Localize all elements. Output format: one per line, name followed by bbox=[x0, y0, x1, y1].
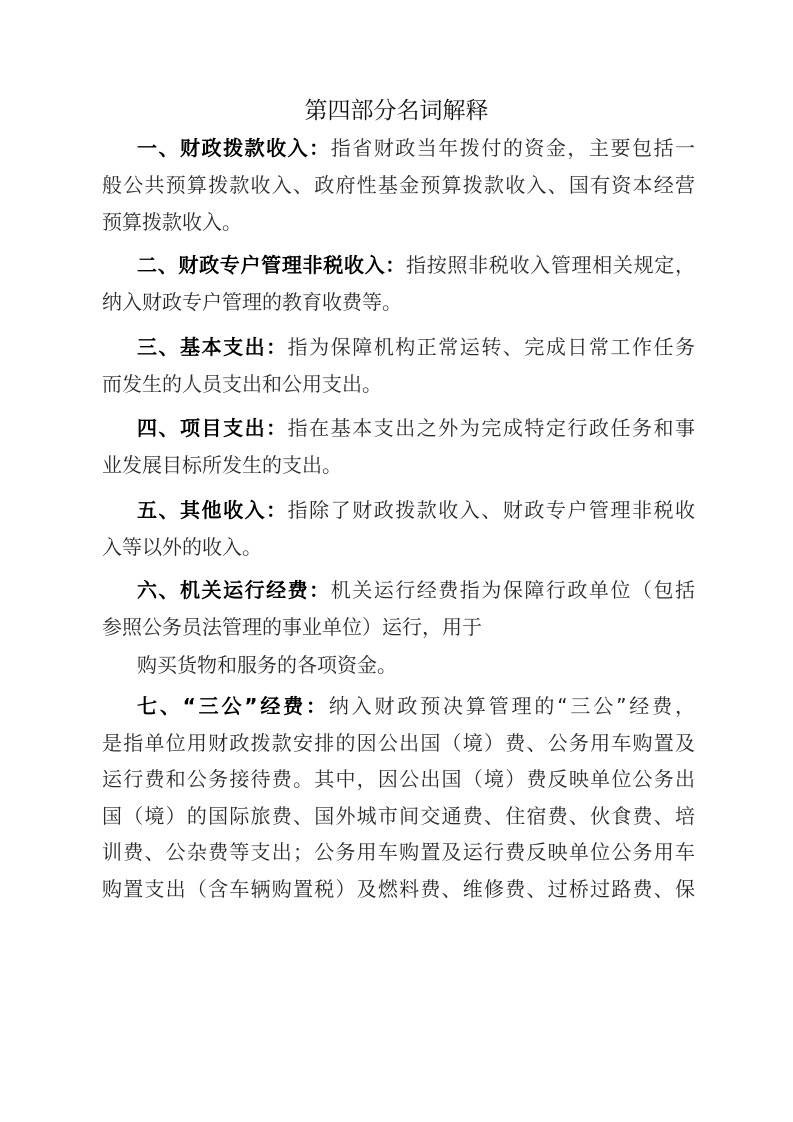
section-7-heading: 七、“三公”经费： bbox=[137, 694, 329, 718]
section-2-heading: 二、财政专户管理非税收入： bbox=[137, 253, 406, 277]
section-3-heading: 三、基本支出： bbox=[137, 335, 288, 359]
section-7-text: 纳入财政预决算管理的“三公”经费， bbox=[328, 694, 695, 718]
section-4-heading: 四、项目支出： bbox=[137, 416, 288, 440]
section-4-text: 指在基本支出之外为完成特定行政任务和事 bbox=[287, 416, 696, 440]
section-2-line-1 bbox=[137, 252, 695, 278]
page-title: 第四部分名词解释 bbox=[304, 98, 489, 124]
section-5-line-2: 入等以外的收入。 bbox=[102, 535, 262, 559]
section-5-heading: 五、其他收入： bbox=[137, 498, 288, 522]
section-1-line-2: 般公共预算拨款收入、政府性基金预算拨款收入、国有资本经营 bbox=[102, 173, 695, 197]
section-7-line-4: 国（境）的国际旅费、国外城市间交通费、住宿费、伙食费、培 bbox=[102, 804, 695, 828]
section-1-line-3: 预算拨款收入。 bbox=[102, 210, 242, 234]
section-5-text: 指除了财政拨款收入、财政专户管理非税收 bbox=[287, 498, 696, 522]
section-7-line-6: 购置支出（含车辆购置税）及燃料费、维修费、过桥过路费、保 bbox=[102, 877, 695, 901]
section-7-line-5: 训费、公杂费等支出；公务用车购置及运行费反映单位公务用车 bbox=[102, 840, 695, 864]
section-3-text: 指为保障机构正常运转、完成日常工作任务 bbox=[287, 335, 696, 359]
section-6-line-1 bbox=[137, 577, 695, 603]
section-6-line-2: 参照公务员法管理的事业单位）运行，用于 bbox=[102, 615, 482, 639]
section-3-line-1 bbox=[137, 334, 695, 360]
section-1-text: 指省财政当年拨付的资金，主要包括一 bbox=[330, 136, 696, 160]
section-1-line-1 bbox=[137, 135, 695, 161]
section-4-line-2: 业发展目标所发生的支出。 bbox=[102, 453, 342, 477]
section-6-line-3: 购买货物和服务的各项资金。 bbox=[137, 653, 397, 677]
section-6-text: 机关运行经费指为保障行政单位（包括 bbox=[330, 578, 696, 602]
section-1-heading: 一、财政拨款收入： bbox=[137, 136, 331, 160]
section-7-line-1 bbox=[137, 693, 695, 719]
section-2-text: 指按照非税收入管理相关规定， bbox=[406, 253, 695, 277]
section-2-line-2: 纳入财政专户管理的教育收费等。 bbox=[102, 290, 402, 314]
section-5-line-1 bbox=[137, 497, 695, 523]
section-4-line-1 bbox=[137, 415, 695, 441]
section-7-line-3: 运行费和公务接待费。其中，因公出国（境）费反映单位公务出 bbox=[102, 767, 695, 791]
section-7-line-2: 是指单位用财政拨款安排的因公出国（境）费、公务用车购置及 bbox=[102, 731, 695, 755]
section-3-line-2: 而发生的人员支出和公用支出。 bbox=[102, 372, 382, 396]
section-6-heading: 六、机关运行经费： bbox=[137, 578, 331, 602]
